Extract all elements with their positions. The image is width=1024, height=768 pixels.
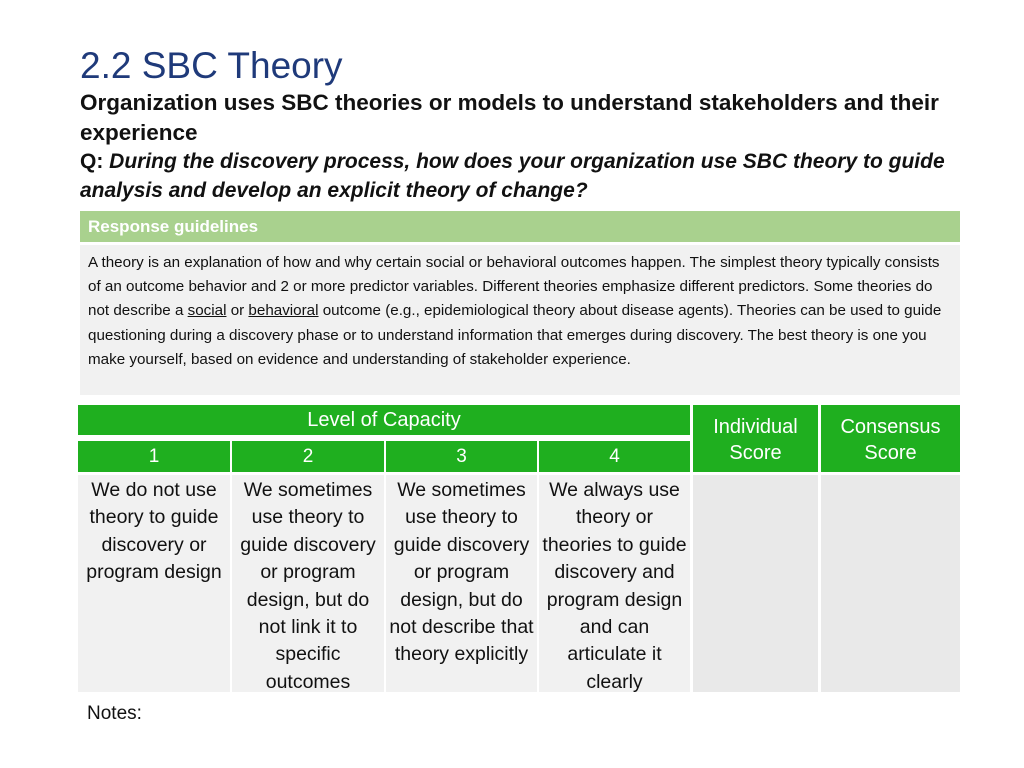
individual-score-header: Individual Score bbox=[693, 405, 818, 472]
page-title: 2.2 SBC Theory bbox=[80, 45, 343, 86]
level-of-capacity-header: Level of Capacity bbox=[78, 405, 690, 435]
level-number-3: 3 bbox=[386, 441, 537, 472]
level-description-3: We sometimes use theory to guide discovery or program design, but do not describe that theory explicitly bbox=[386, 475, 537, 692]
level-number-2: 2 bbox=[232, 441, 384, 472]
guidelines-text-part1: A theory is an explanation of how and why certain social or behavioral outcomes happen. The simplest theory typically consists of an outcome behavior and 2 or more predictor variables. Different theories emphasize different predictors. Some theories do not describe a bbox=[88, 254, 940, 320]
response-guidelines-header: Response guidelines bbox=[80, 211, 960, 242]
level-number-1: 1 bbox=[78, 441, 230, 472]
guidelines-text-part2: or bbox=[226, 302, 249, 320]
guidelines-text-part3: outcome (e.g., epidemiological theory about disease agents). Theories can be used to guide questioning during a discovery phase or to understand information that emerges during discovery. The best theory is one you make yourself, based on evidence and understanding of stakeholder experience. bbox=[88, 302, 942, 368]
level-description-2: We sometimes use theory to guide discovery or program design, but do not link it to specific outcomes bbox=[232, 475, 384, 692]
guidelines-underline-behavioral: behavioral bbox=[248, 302, 319, 320]
page-subtitle: Organization uses SBC theories or models to understand stakeholders and their experience bbox=[80, 90, 939, 145]
question-text: During the discovery process, how does your organization use SBC theory to guide analysis and develop an explicit theory of change? bbox=[80, 150, 945, 202]
consensus-score-cell[interactable] bbox=[821, 475, 960, 692]
guidelines-underline-social: social bbox=[187, 302, 227, 320]
notes-label: Notes: bbox=[87, 703, 142, 724]
level-description-4: We always use theory or theories to guide discovery and program design and can articulate it clearly bbox=[539, 475, 690, 692]
question-prefix: Q: bbox=[80, 150, 110, 173]
consensus-score-header: Consensus Score bbox=[821, 405, 960, 472]
level-description-1: We do not use theory to guide discovery or program design bbox=[78, 475, 230, 692]
individual-score-cell[interactable] bbox=[693, 475, 818, 692]
response-guidelines-text bbox=[80, 245, 960, 395]
level-number-4: 4 bbox=[539, 441, 690, 472]
question bbox=[80, 147, 980, 205]
